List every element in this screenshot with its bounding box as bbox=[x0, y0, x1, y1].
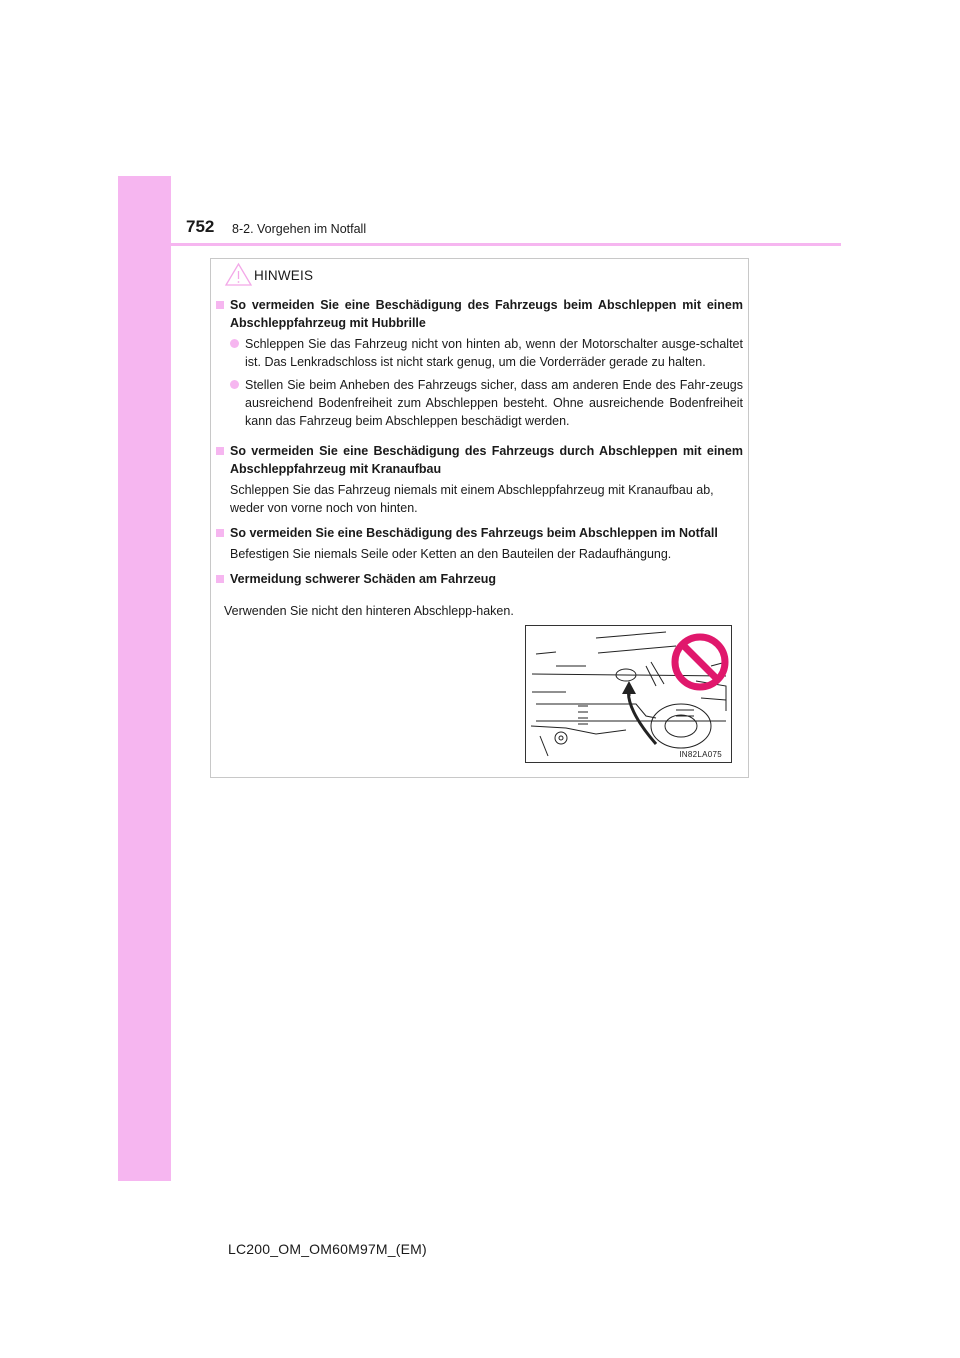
page-number: 752 bbox=[186, 217, 215, 236]
square-bullet-icon bbox=[216, 575, 224, 583]
image-code: IN82LA075 bbox=[679, 750, 722, 759]
header-rule bbox=[118, 243, 841, 246]
notice-label: HINWEIS bbox=[254, 268, 314, 283]
notice-item bbox=[214, 524, 743, 563]
item-text: Befestigen Sie niemals Seile oder Ketten an den Bauteilen der Radaufhängung. bbox=[230, 547, 672, 561]
circle-bullet-icon bbox=[230, 380, 239, 389]
square-bullet-icon bbox=[216, 447, 224, 455]
prohibition-sign-icon bbox=[675, 637, 725, 687]
item-text: Verwenden Sie nicht den hinteren Abschlepp-haken. bbox=[224, 604, 514, 618]
side-color-band bbox=[118, 176, 171, 1181]
section-title: 8-2. Vorgehen im Notfall bbox=[232, 222, 367, 236]
notice-item bbox=[214, 296, 743, 435]
notice-header bbox=[224, 262, 313, 287]
square-bullet-icon bbox=[216, 301, 224, 309]
item-title: So vermeiden Sie eine Beschädigung des Fahrzeugs beim Abschleppen im Notfall bbox=[230, 526, 718, 540]
item-title: So vermeiden Sie eine Beschädigung des Fahrzeugs durch Abschleppen mit einem Abschleppfahrzeug mit Kranaufbau bbox=[230, 444, 743, 476]
item-title: So vermeiden Sie eine Beschädigung des Fahrzeugs beim Abschleppen mit einem Abschleppfahrzeug mit Hubbrille bbox=[230, 298, 743, 330]
item-text: Schleppen Sie das Fahrzeug niemals mit einem Abschleppfahrzeug mit Kranaufbau ab, weder von vorne noch von hinten. bbox=[230, 483, 714, 515]
bullet-point bbox=[230, 376, 743, 430]
bullet-text: Schleppen Sie das Fahrzeug nicht von hinten ab, wenn der Motorschalter ausge-schaltet ist. Das Lenkradschloss ist nicht stark genug, um die Vorderräder gerade zu halten. bbox=[245, 337, 743, 369]
bullet-text: Stellen Sie beim Anheben des Fahrzeugs sicher, dass am anderen Ende des Fahr-zeugs ausreichend Bodenfreiheit zum Abschleppen besteht. Ohne ausreichende Bodenfreiheit kann das Fahrzeug beim Abschleppen beschädigt werden. bbox=[245, 378, 743, 428]
warning-triangle-icon bbox=[224, 262, 253, 287]
square-bullet-icon bbox=[216, 529, 224, 537]
notice-content bbox=[214, 296, 743, 620]
rear-towing-hook-illustration bbox=[525, 625, 732, 763]
item-title: Vermeidung schwerer Schäden am Fahrzeug bbox=[230, 572, 497, 586]
notice-item bbox=[214, 570, 743, 588]
bullet-point bbox=[230, 335, 743, 371]
document-id: LC200_OM_OM60M97M_(EM) bbox=[228, 1241, 427, 1257]
circle-bullet-icon bbox=[230, 339, 239, 348]
notice-item bbox=[214, 442, 743, 517]
